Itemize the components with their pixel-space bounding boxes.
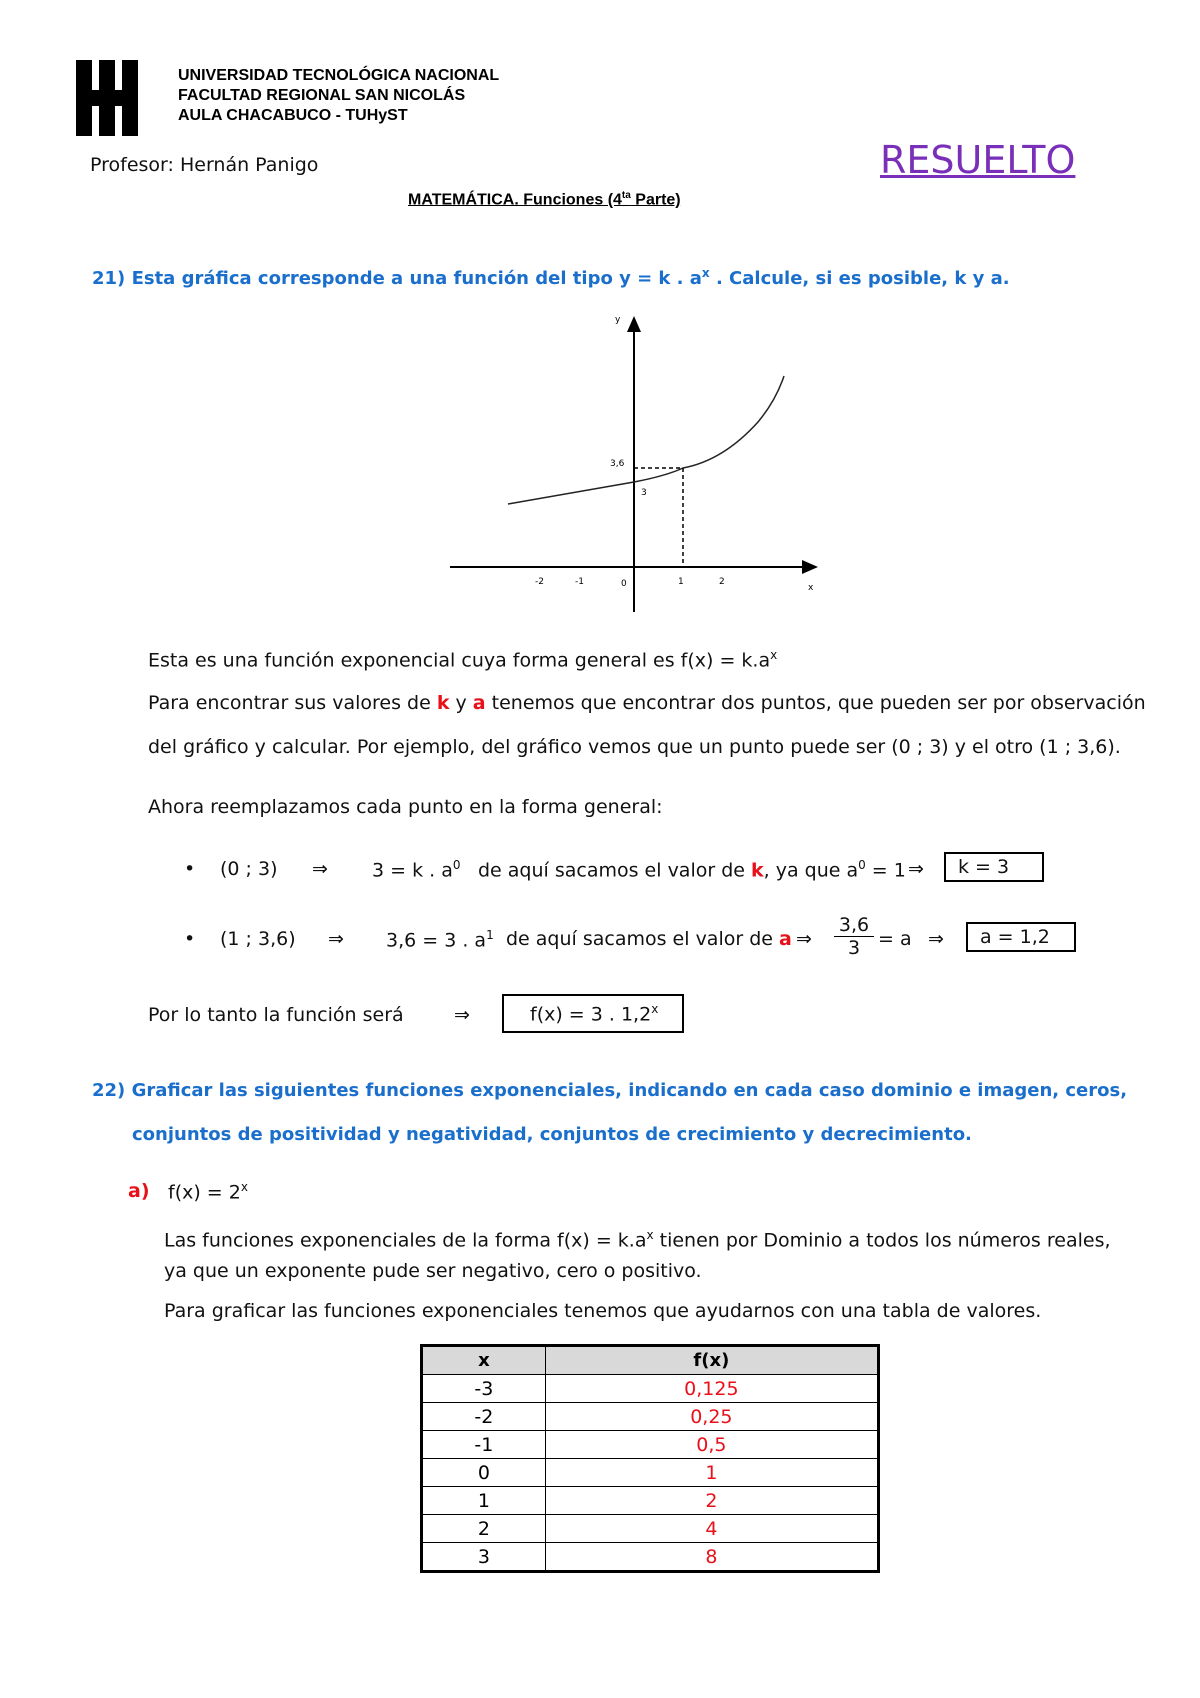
table-row	[422, 1431, 879, 1459]
equals-a: = a	[878, 928, 912, 950]
explanation-line-1: Esta es una función exponencial cuya forma general es $f(x) = k.a^x$	[148, 648, 778, 672]
values-table	[420, 1344, 880, 1573]
cell-fx: 4	[545, 1515, 878, 1543]
table-intro-text: Para graficar las funciones exponenciales tenemos que ayudarnos con una tabla de valores.	[164, 1300, 1042, 1322]
part-a-label: a)	[128, 1180, 150, 1202]
implies-arrow: ⇒	[328, 928, 344, 950]
cell-x: -3	[422, 1375, 546, 1403]
point-0-3: (0 ; 3)	[220, 858, 278, 880]
point-1-36: (1 ; 3,6)	[220, 928, 296, 950]
explanation-line-4: Ahora reemplazamos cada punto en la forma general:	[148, 796, 663, 818]
cell-fx: 1	[545, 1459, 878, 1487]
bullet-1-text: de aquí sacamos el valor de k, ya que $a^0 = 1$	[478, 858, 906, 882]
fraction: 3,6 3	[834, 914, 874, 959]
table-row	[422, 1459, 879, 1487]
explanation-line-2: Para encontrar sus valores de k y a tenemos que encontrar dos puntos, que pueden ser por observación	[148, 692, 1146, 714]
x-axis-label: x	[808, 583, 814, 593]
cell-x: 0	[422, 1459, 546, 1487]
table-row	[422, 1487, 879, 1515]
tick-label: -2	[535, 577, 544, 587]
tick-label: -1	[575, 577, 584, 587]
cell-fx: 0,25	[545, 1403, 878, 1431]
function-curve	[508, 376, 784, 504]
professor-name: Profesor: Hernán Panigo	[90, 154, 319, 176]
tick-label: 0	[621, 579, 627, 589]
x-axis-arrow	[802, 560, 818, 574]
faculty-name: FACULTAD REGIONAL SAN NICOLÁS	[178, 87, 466, 104]
institution-name: UNIVERSIDAD TECNOLÓGICA NACIONAL	[178, 67, 500, 84]
implies-arrow: ⇒	[908, 858, 924, 880]
label-3: 3	[641, 488, 647, 498]
header-x: x	[422, 1346, 546, 1375]
question-21: 21) Esta gráfica corresponde a una función del tipo y = k . $a^x$ . Calcule, si es posible, k y a.	[92, 266, 1010, 289]
cell-x: -2	[422, 1403, 546, 1431]
exponential-graph	[440, 312, 830, 614]
cell-x: 3	[422, 1543, 546, 1572]
equation-a: 3,6 = 3 . $a^1$	[386, 928, 494, 952]
question-22-line-1: 22) Graficar las siguientes funciones exponenciales, indicando en cada caso dominio e imagen, ceros,	[92, 1080, 1128, 1101]
page-title: MATEMÁTICA. Funciones ($4^{ta}$ Parte)	[408, 190, 681, 209]
campus-name: AULA CHACABUCO - TUHyST	[178, 107, 408, 124]
implies-arrow: ⇒	[312, 858, 328, 880]
implies-arrow: ⇒	[928, 928, 944, 950]
table-row	[422, 1375, 879, 1403]
result-a-box: a = 1,2	[966, 922, 1076, 952]
y-axis-label: y	[615, 315, 621, 325]
cell-fx: 2	[545, 1487, 878, 1515]
domain-text-2: ya que un exponente pude ser negativo, cero o positivo.	[164, 1260, 702, 1282]
result-k-box: k = 3	[944, 852, 1044, 882]
header-fx: f(x)	[545, 1346, 878, 1375]
domain-text-1: Las funciones exponenciales de la forma $f(x) = k.a^x$ tienen por Dominio a todos los números reales,	[164, 1228, 1111, 1252]
cell-x: 2	[422, 1515, 546, 1543]
bullet-icon: •	[184, 858, 196, 880]
table-row	[422, 1403, 879, 1431]
implies-arrow: ⇒	[454, 1004, 470, 1026]
cell-fx: 0,125	[545, 1375, 878, 1403]
y-axis-arrow	[627, 316, 641, 332]
cell-fx: 8	[545, 1543, 878, 1572]
part-a-function: $f(x) = 2^x$	[168, 1180, 248, 1204]
tick-label: 1	[678, 577, 684, 587]
table-row	[422, 1515, 879, 1543]
tick-label: 2	[719, 577, 725, 587]
cell-x: -1	[422, 1431, 546, 1459]
bullet-icon: •	[184, 928, 196, 950]
cell-x: 1	[422, 1487, 546, 1515]
equation-k: 3 = k . $a^0$	[372, 858, 461, 882]
label-3-6: 3,6	[610, 459, 625, 469]
implies-arrow: ⇒	[796, 928, 812, 950]
table-header-row	[422, 1346, 879, 1375]
bullet-2-text: de aquí sacamos el valor de a	[506, 928, 792, 950]
cell-fx: 0,5	[545, 1431, 878, 1459]
university-logo	[76, 60, 138, 136]
table-row	[422, 1543, 879, 1572]
final-function-box: f(x) = 3 . 1,2$^x$	[502, 994, 684, 1033]
conclusion-text: Por lo tanto la función será	[148, 1004, 404, 1026]
explanation-line-3: del gráfico y calcular. Por ejemplo, del gráfico vemos que un punto puede ser (0 ; 3) y el otro (1 ; 3,6).	[148, 736, 1121, 758]
question-22-line-2: conjuntos de positividad y negatividad, conjuntos de crecimiento y decrecimiento.	[132, 1124, 972, 1145]
resolved-stamp: RESUELTO	[880, 138, 1076, 182]
